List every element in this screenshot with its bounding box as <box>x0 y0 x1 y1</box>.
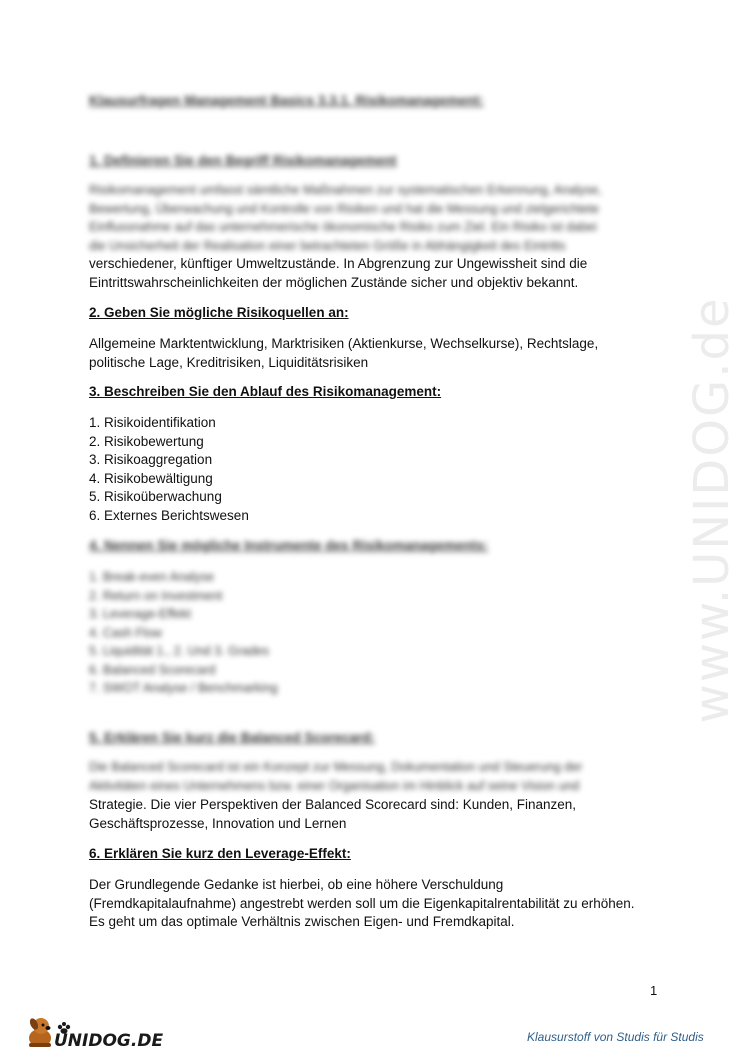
section-1-heading: 1. Definieren Sie den Begriff Risikomanagement <box>89 153 397 168</box>
text-line: Eintrittswahrscheinlichkeiten der möglichen Zustände sicher und objektiv bekannt. <box>89 274 579 290</box>
list-item: 3. Leverage-Effekt <box>89 607 191 621</box>
section-5-heading: 5. Erklären Sie kurz die Balanced Scorecard: <box>89 730 375 745</box>
watermark: www.UNIDOG.de <box>684 296 740 724</box>
list-item: 4. Risikobewältigung <box>89 470 213 486</box>
text-line: Allgemeine Marktentwicklung, Marktrisiken (Aktienkurse, Wechselkurse), Rechtslage, <box>89 336 599 351</box>
text-line: verschiedener, künftiger Umweltzustände. In Abgrenzung zur Ungewissheit sind die <box>89 256 588 271</box>
dog-mascot-icon <box>28 1017 51 1047</box>
text-line: Die Balanced Scorecard ist ein Konzept zur Messung, Dokumentation und Steuerung der <box>89 760 583 774</box>
list-item: 5. Risikoüberwachung <box>89 489 222 504</box>
list-item: 4. Cash Flow <box>89 625 162 640</box>
list-item: 1. Risikoidentifikation <box>89 415 216 430</box>
section-3-heading: 3. Beschreiben Sie den Ablauf des Risikomanagement: <box>89 384 442 399</box>
text-line: Risikomanagement umfasst sämtliche Maßnahmen zur systematischen Erkennung, Analyse, <box>89 183 602 197</box>
list-item: 6. Balanced Scorecard <box>89 662 216 677</box>
unidog-logo <box>24 1014 164 1050</box>
text-line: Geschäftsprozesse, Innovation und Lernen <box>89 815 347 831</box>
text-line: Es geht um das optimale Verhältnis zwischen Eigen- und Fremdkapital. <box>89 914 515 929</box>
section-4-list <box>89 568 278 698</box>
logo-text: UNIDOG.DE <box>54 1031 164 1050</box>
section-6-text <box>89 876 669 932</box>
text-line: Strategie. Die vier Perspektiven der Balanced Scorecard sind: Kunden, Finanzen, <box>89 797 577 812</box>
text-line: (Fremdkapitalaufnahme) angestrebt werden soll um die Eigenkapitalrentabilität zu erhöhen. <box>89 895 635 911</box>
section-5-blurred-text <box>89 758 659 795</box>
text-line: Der Grundlegende Gedanke ist hierbei, ob eine höhere Verschuldung <box>89 877 504 892</box>
section-1-blurred-text <box>89 181 659 255</box>
text-line: Einflussnahme auf das unternehmerische ökonomische Risiko zum Ziel. Ein Risiko ist dabei <box>89 220 597 234</box>
text-line: politische Lage, Kreditrisiken, Liquiditätsrisiken <box>89 354 369 370</box>
page-number: 1 <box>650 983 658 998</box>
list-item: 2. Risikobewertung <box>89 433 204 449</box>
list-item: 2. Return on Investment <box>89 588 223 603</box>
list-item: 5. Liquidität 1., 2. Und 3. Grades <box>89 644 269 658</box>
text-line: Bewertung, Überwachung und Kontrolle von Risiken und hat die Messung und zielgerichtete <box>89 201 600 216</box>
list-item: 6. Externes Berichtswesen <box>89 507 249 523</box>
section-2-heading: 2. Geben Sie mögliche Risikoquellen an: <box>89 305 349 320</box>
list-item: 1. Break-even Analyse <box>89 570 215 584</box>
text-line: die Unsicherheit der Realisation einer betrachteten Größe in Abhängigkeit des Eintritts <box>89 238 566 253</box>
section-3-list <box>89 414 249 525</box>
section-6-heading: 6. Erklären Sie kurz den Leverage-Effekt: <box>89 846 351 861</box>
section-4-heading: 4. Nennen Sie mögliche Instrumente des Risikomanagements: <box>89 538 489 553</box>
footer-note: Klausurstoff von Studis für Studis <box>527 1030 704 1044</box>
document-title: Klausurfragen Management Basics 3.3.1. Risikomanagement: <box>89 93 484 108</box>
text-line: Aktivitäten eines Unternehmens bzw. einer Organisation im Hinblick auf seine Vision und <box>89 778 580 793</box>
list-item: 3. Risikoaggregation <box>89 452 213 467</box>
list-item: 7. SWOT Analyse / Benchmarking <box>89 681 278 695</box>
section-5-text <box>89 796 669 833</box>
section-1-text <box>89 255 669 292</box>
section-2-text <box>89 335 669 372</box>
